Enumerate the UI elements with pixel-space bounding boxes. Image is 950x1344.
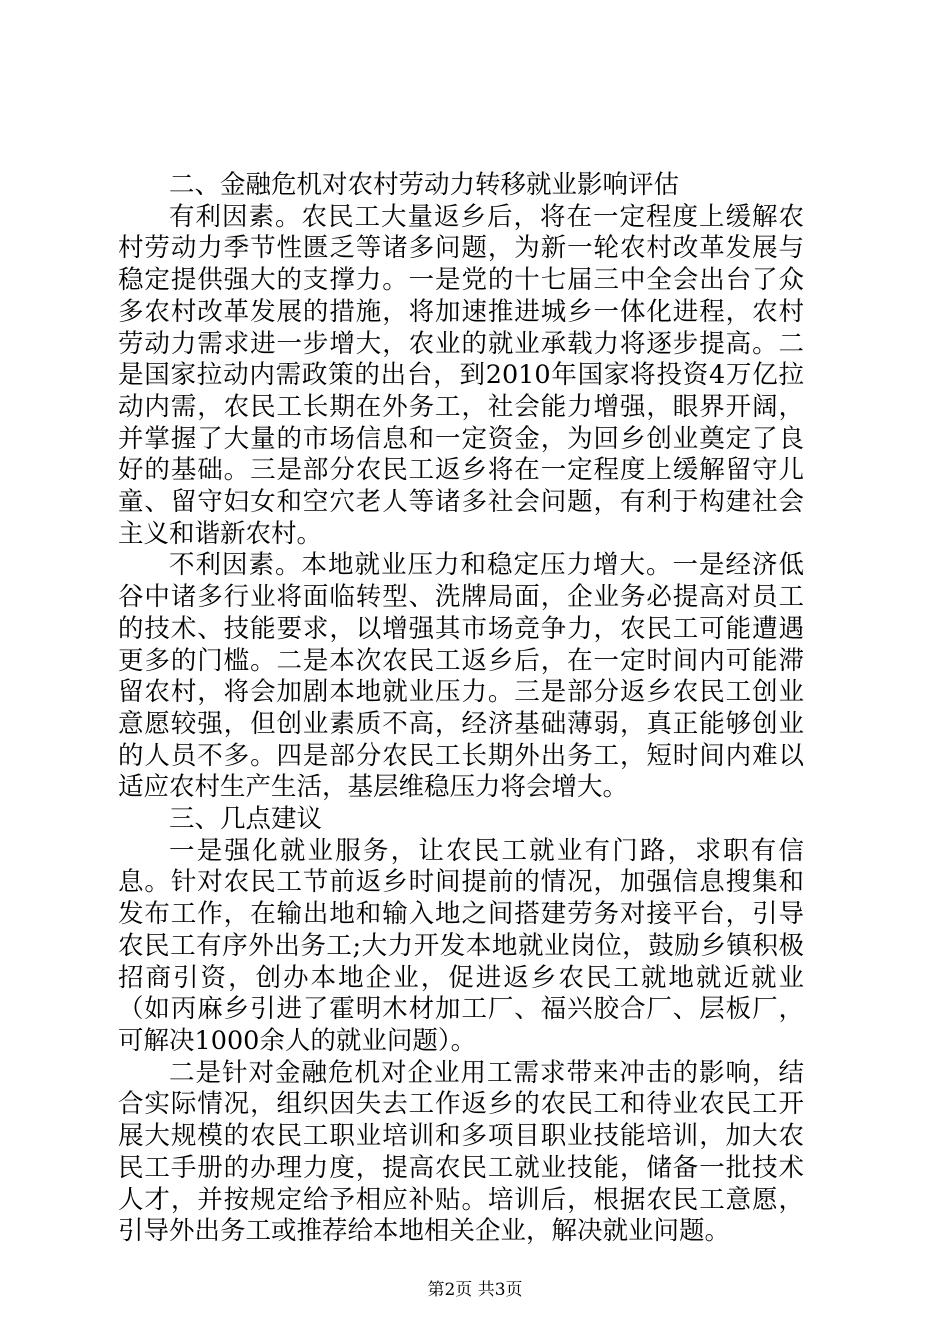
paragraph-favorable-factors: 有利因素。农民工大量返乡后，将在一定程度上缓解农村劳动力季节性匮乏等诸多问题，为新一轮农村改革发展与稳定提供强大的支撑力。一是党的十七届三中全会出台了众多农村改革发展的措施，将加速推进城乡一体化进程，农村劳动力需求进一步增大，农业的就业承载力将逐步提高。二是国家拉动内需政策的出台，到2010年国家将投资4万亿拉动内需，农民工长期在外务工，社会能力增强，眼界开阔，并掌握了大量的市场信息和一定资金，为回乡创业奠定了良好的基础。三是部分农民工返乡将在一定程度上缓解留守儿童、留守妇女和空穴老人等诸多社会问题，有利于构建社会主义和谐新农村。: [118, 201, 804, 549]
section-heading-suggestions: 三、几点建议: [169, 804, 323, 835]
paragraph-suggestion-vocational-training: 二是针对金融危机对企业用工需求带来冲击的影响，结合实际情况，组织因失去工作返乡的农民工和待业农民工开展大规模的农民工职业培训和多项目职业技能培训，加大农民工手册的办理力度，提高农民工就业技能，储备一批技术人才，并按规定给予相应补贴。培训后，根据农民工意愿，引导外出务工或推荐给本地相关企业，解决就业问题。: [118, 1057, 804, 1247]
paragraph-suggestion-employment-service: 一是强化就业服务，让农民工就业有门路，求职有信息。针对农民工节前返乡时间提前的情况，加强信息搜集和发布工作，在输出地和输入地之间搭建劳务对接平台，引导农民工有序外出务工;大力开发本地就业岗位，鼓励乡镇积极招商引资，创办本地企业，促进返乡农民工就地就近就业（如丙麻乡引进了霍明木材加工厂、福兴胶合厂、层板厂，可解决1000余人的就业问题）。: [118, 835, 804, 1056]
document-body: [118, 170, 804, 1248]
section-heading-impact-assessment: 二、金融危机对农村劳动力转移就业影响评估: [169, 170, 680, 200]
page-number-footer: 第2页 共3页: [427, 1280, 523, 1300]
paragraph-unfavorable-factors: 不利因素。本地就业压力和稳定压力增大。一是经济低谷中诸多行业将面临转型、洗牌局面，企业务必提高对员工的技术、技能要求，以增强其市场竞争力，农民工可能遭遇更多的门槛。二是本次农民工返乡后，在一定时间内可能滞留农村，将会加剧本地就业压力。三是部分返乡农民工创业意愿较强，但创业素质不高，经济基础薄弱，真正能够创业的人员不多。四是部分农民工长期外出务工，短时间内难以适应农村生产生活，基层维稳压力将会增大。: [118, 550, 804, 803]
